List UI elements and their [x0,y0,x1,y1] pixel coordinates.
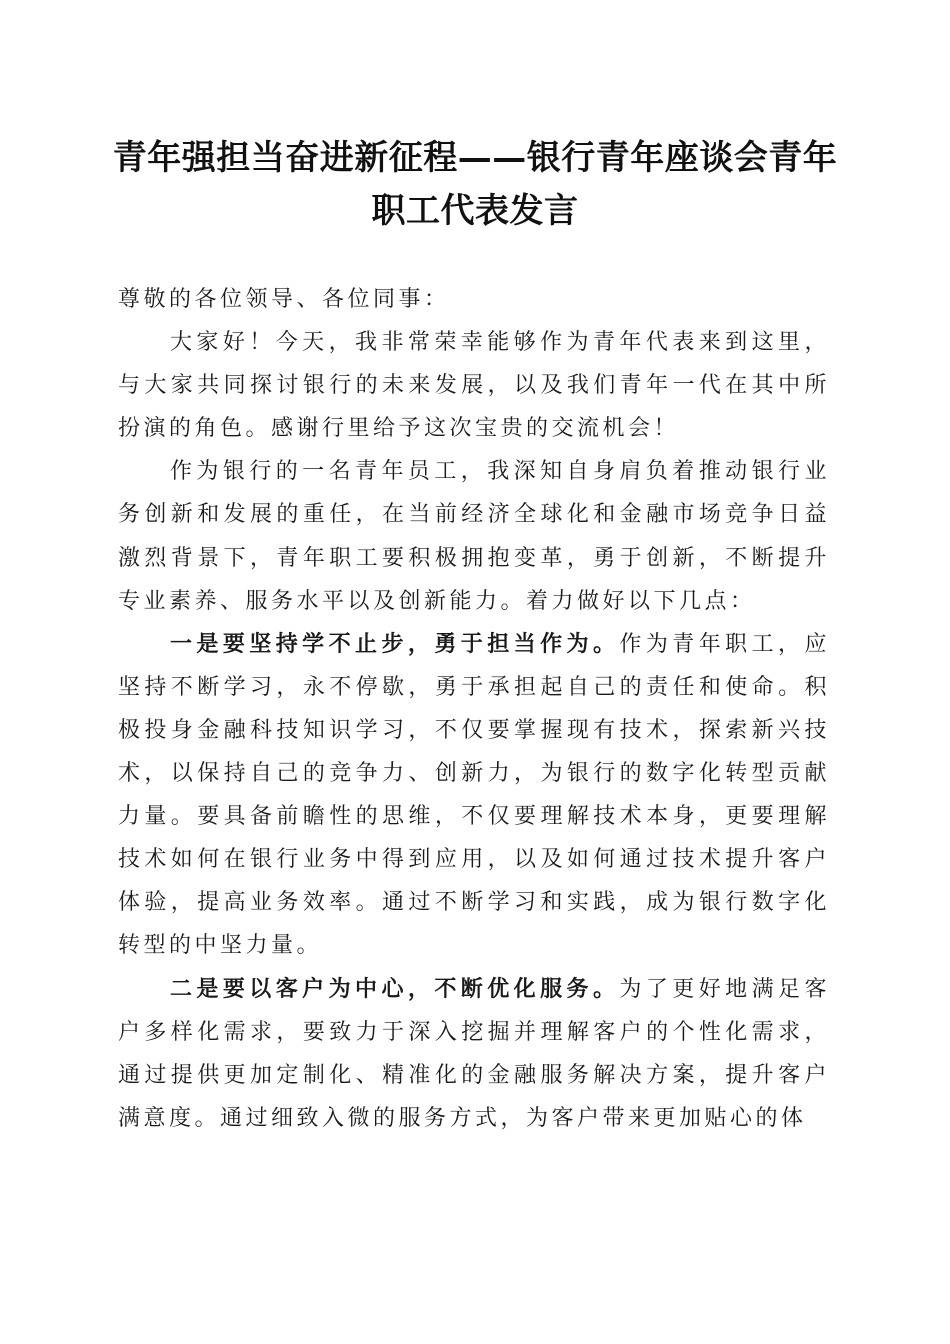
document-body [118,278,830,1140]
paragraph-text: 作为银行的一名青年员工，我深知自身肩负着推动银行业务创新和发展的重任，在当前经济全球化和金融市场竞争日益激烈背景下，青年职工要积极拥抱变革，勇于创新，不断提升专业素养、服务水平以及创新能力。着力做好以下几点： [118,459,830,614]
paragraph-text: 为了更好地满足客户多样化需求，要致力于深入挖掘并理解客户的个性化需求，通过提供更加定制化、精准化的金融服务解决方案，提升客户满意度。通过细致入微的服务方式，为客户带来更加贴心的体 [118,976,830,1131]
paragraph-point-one [118,623,830,968]
paragraph-lead-heading: 二是要以客户为中心，不断优化服务。 [170,975,620,1002]
document-title: 青年强担当奋进新征程——银行青年座谈会青年职工代表发言 [112,138,838,231]
paragraph-text: 大家好！今天，我非常荣幸能够作为青年代表来到这里，与大家共同探讨银行的未来发展，以及我们青年一代在其中所扮演的角色。感谢行里给予这次宝贵的交流机会！ [118,330,830,442]
paragraph-role [118,450,830,622]
paragraph-lead-heading: 一是要坚持学不止步，勇于担当作为。 [170,630,620,657]
paragraph-point-two [118,968,830,1140]
salutation: 尊敬的各位领导、各位同事： [118,287,450,312]
paragraph-text: 作为青年职工，应坚持不断学习，永不停歇，勇于承担起自己的责任和使命。积极投身金融科技知识学习，不仅要掌握现有技术，探索新兴技术，以保持自己的竞争力、创新力，为银行的数字化转型贡献力量。要具备前瞻性的思维，不仅要理解技术本身，更要理解技术如何在银行业务中得到应用，以及如何通过技术提升客户体验，提高业务效率。通过不断学习和实践，成为银行数字化转型的中坚力量。 [118,631,830,959]
paragraph-greeting [118,321,830,450]
